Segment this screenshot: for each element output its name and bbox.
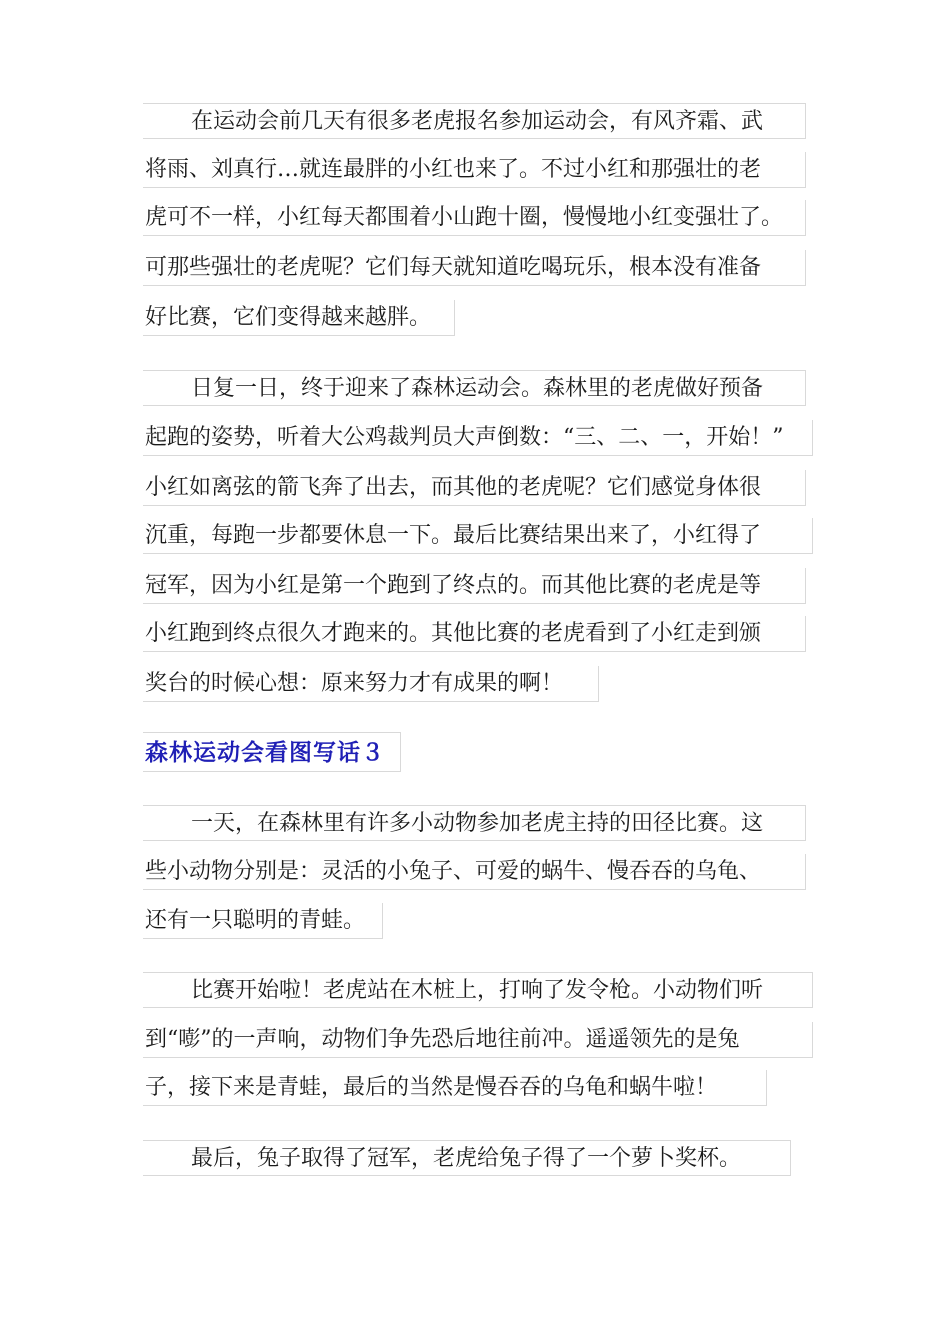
section-heading: 森林运动会看图写话３ (143, 732, 401, 772)
paragraph-1-line-1: 在运动会前几天有很多老虎报名参加运动会，有风齐霜、武 (143, 103, 806, 139)
paragraph-2-line-1: 日复一日，终于迎来了森林运动会。森林里的老虎做好预备 (143, 370, 806, 406)
paragraph-2-line-3: 小红如离弦的箭飞奔了出去，而其他的老虎呢？它们感觉身体很 (143, 470, 806, 506)
paragraph-1-line-5: 好比赛，它们变得越来越胖。 (143, 300, 455, 336)
paragraph-3-line-3: 还有一只聪明的青蛙。 (143, 903, 383, 939)
paragraph-4-line-3: 子，接下来是青蛙，最后的当然是慢吞吞的乌龟和蜗牛啦！ (143, 1070, 767, 1106)
paragraph-2-line-5: 冠军，因为小红是第一个跑到了终点的。而其他比赛的老虎是等 (143, 568, 806, 604)
paragraph-2-line-4: 沉重，每跑一步都要休息一下。最后比赛结果出来了，小红得了 (143, 518, 813, 554)
paragraph-1-line-3: 虎可不一样，小红每天都围着小山跑十圈，慢慢地小红变强壮了。 (143, 200, 806, 236)
paragraph-4-line-1: 比赛开始啦！老虎站在木桩上，打响了发令枪。小动物们听 (143, 972, 813, 1008)
paragraph-2-line-7: 奖台的时候心想：原来努力才有成果的啊！ (143, 666, 599, 702)
paragraph-2-line-6: 小红跑到终点很久才跑来的。其他比赛的老虎看到了小红走到颁 (143, 616, 806, 652)
paragraph-5-line-1: 最后，兔子取得了冠军，老虎给兔子得了一个萝卜奖杯。 (143, 1140, 791, 1176)
paragraph-1-line-2: 将雨、刘真行…就连最胖的小红也来了。不过小红和那强壮的老 (143, 152, 806, 188)
paragraph-1-line-4: 可那些强壮的老虎呢？它们每天就知道吃喝玩乐，根本没有准备 (143, 250, 806, 286)
paragraph-2-line-2: 起跑的姿势，听着大公鸡裁判员大声倒数：“三、二、一，开始！” (143, 420, 813, 456)
paragraph-3-line-2: 些小动物分别是：灵活的小兔子、可爱的蜗牛、慢吞吞的乌龟、 (143, 854, 806, 890)
paragraph-4-line-2: 到“嘭”的一声响，动物们争先恐后地往前冲。遥遥领先的是兔 (143, 1022, 813, 1058)
paragraph-3-line-1: 一天，在森林里有许多小动物参加老虎主持的田径比赛。这 (143, 805, 806, 841)
